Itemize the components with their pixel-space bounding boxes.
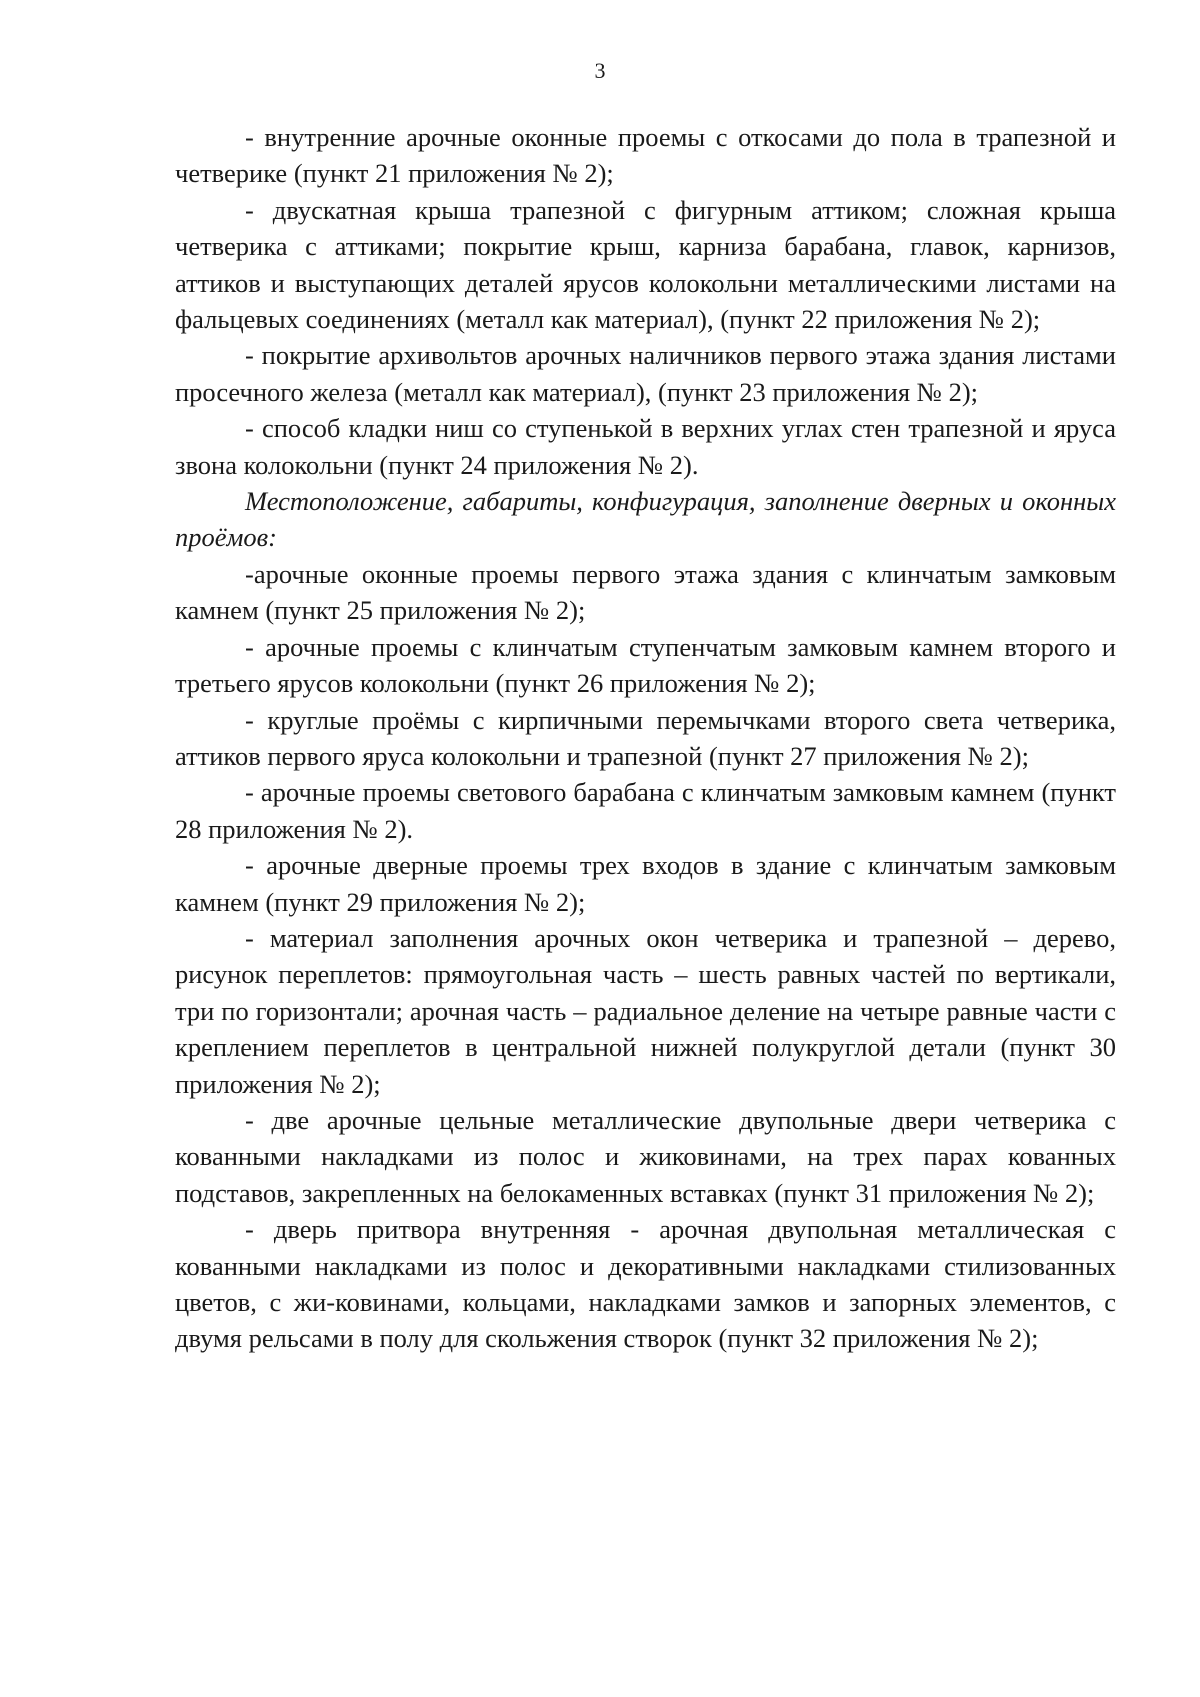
paragraph-niches: - способ кладки ниш со ступенькой в верхних углах стен трапезной и яруса звона колокольни (пункт 24 приложения № 2). xyxy=(175,413,1116,480)
paragraph-archivolts: - покрытие архивольтов арочных наличников первого этажа здания листами просечного железа (металл как материал), (пункт 23 приложения № 2); xyxy=(175,340,1116,407)
section-heading: Местоположение, габариты, конфигурация, заполнение дверных и оконных проёмов: xyxy=(175,486,1116,553)
paragraph-window-fill: - материал заполнения арочных окон четверика и трапезной – дерево, рисунок переплетов: прямоугольная часть – шесть равных частей по вертикали, три по горизонтали; арочная часть – радиальное деление на четыре равные части с креплением переплетов в центральной нижней полукруглой детали (пункт 30 приложения № 2); xyxy=(175,922,1116,1099)
paragraph-first-floor-windows: -арочные оконные проемы первого этажа здания с клинчатым замковым камнем (пункт 25 приложения № 2); xyxy=(175,558,1116,626)
paragraph-round-openings: - круглые проёмы с кирпичными перемычками второго света четверика, аттиков первого яруса колокольни и трапезной (пункт 27 приложения № 2); xyxy=(175,704,1116,771)
paragraph-door-openings: - арочные дверные проемы трех входов в здание с клинчатым замковым камнем (пункт 29 приложения № 2); xyxy=(175,850,1116,917)
page-number: 3 xyxy=(594,58,606,83)
paragraph-bell-tower-openings: - арочные проемы с клинчатым ступенчатым замковым камнем второго и третьего ярусов колокольни (пункт 26 приложения № 2); xyxy=(175,631,1116,699)
paragraph-window-openings: - внутренние арочные оконные проемы с откосами до пола в трапезной и четверике (пункт 21 приложения № 2); xyxy=(175,122,1116,189)
paragraph-porch-door: - дверь притвора внутренняя - арочная двупольная металлическая с кованными накладками из полос и декоративными накладками стилизованных цветов, с жи-ковинами, кольцами, накладками замков и запорных элементов, с двумя рельсами в полу для скольжения створок (пункт 32 приложения № 2); xyxy=(175,1214,1116,1354)
document-body xyxy=(175,119,1116,1357)
paragraph-roof: - двускатная крыша трапезной с фигурным аттиком; сложная крыша четверика с аттиками; покрытие крыш, карниза барабана, главок, карнизов, аттиков и выступающих деталей ярусов колокольни металлическими листами на фальцевых соединениях (металл как материал), (пункт 22 приложения № 2); xyxy=(175,194,1116,335)
paragraph-drum-openings: - арочные проемы светового барабана с клинчатым замковым камнем (пункт 28 приложения № 2). xyxy=(175,777,1116,844)
paragraph-metal-doors: - две арочные цельные металлические двупольные двери четверика с кованными накладками из полос и жиковинами, на трех парах кованных подставов, закрепленных на белокаменных вставках (пункт 31 приложения № 2); xyxy=(175,1104,1116,1208)
